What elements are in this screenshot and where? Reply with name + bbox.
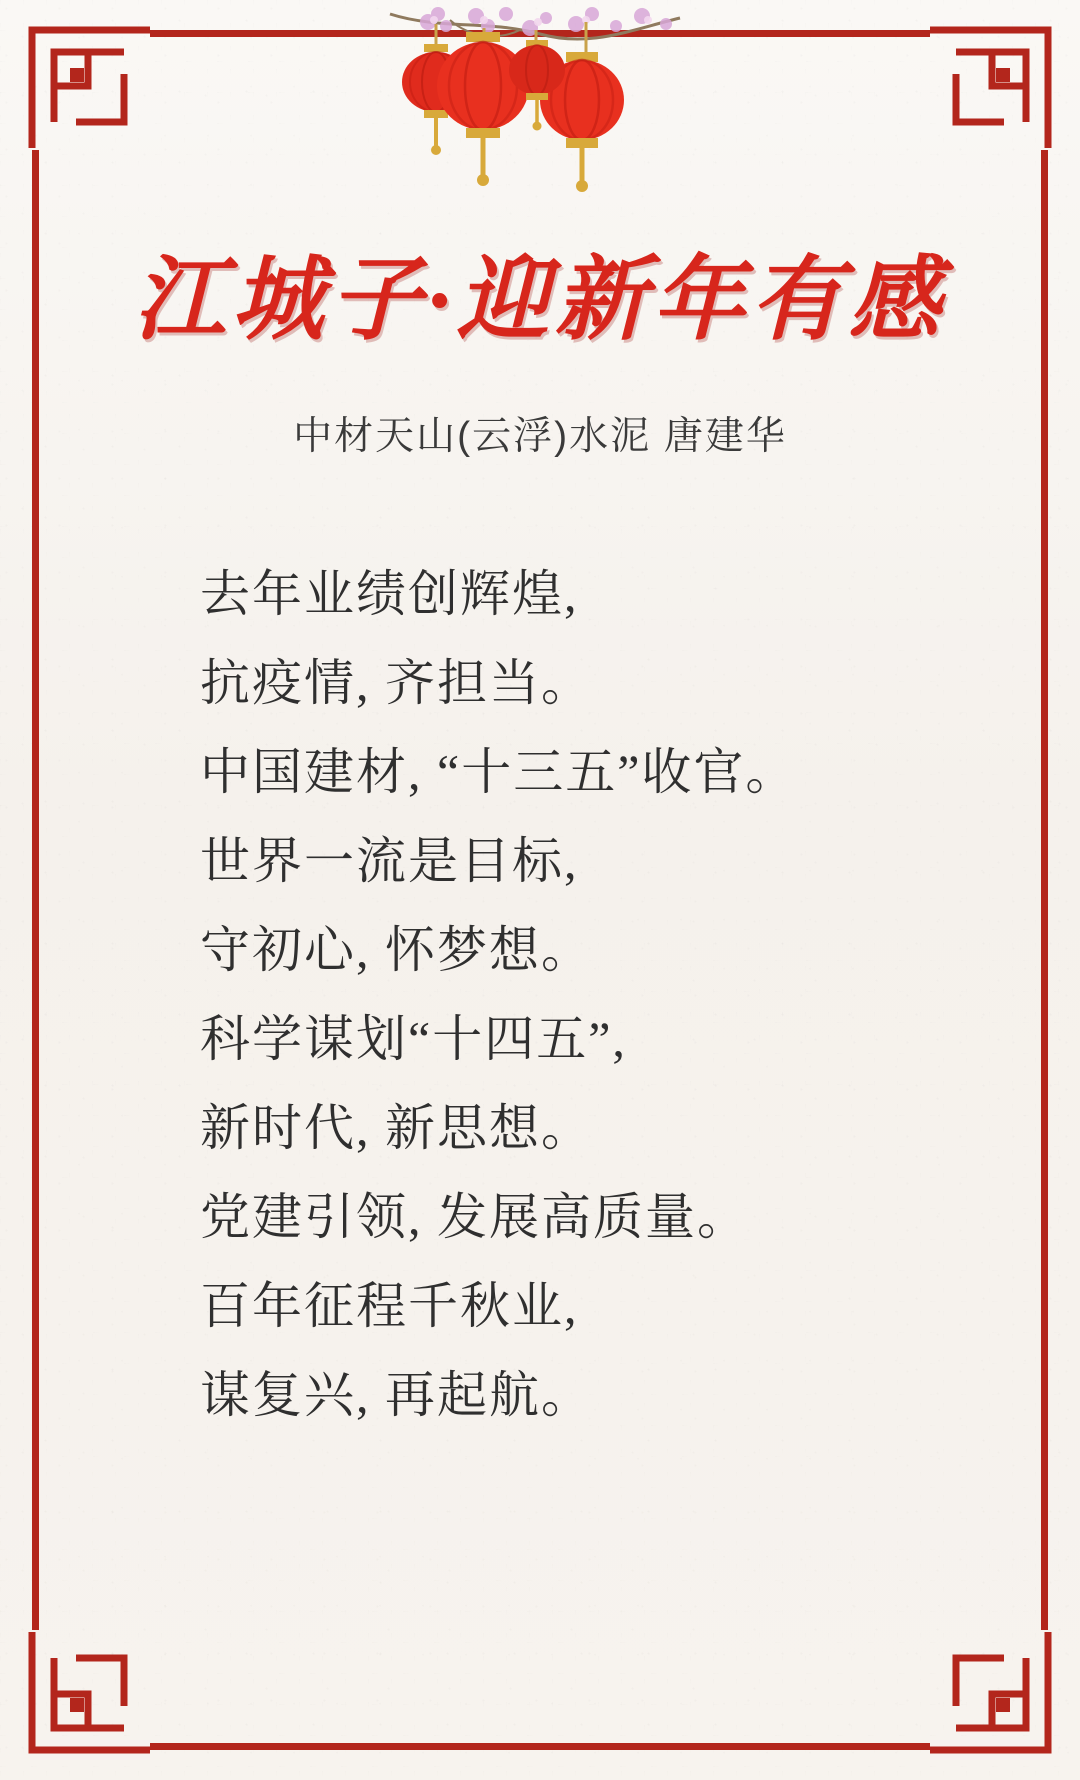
poem-line: 世界一流是目标, bbox=[200, 833, 579, 889]
poem-line: 去年业绩创辉煌, bbox=[200, 566, 579, 622]
poem-line: 抗疫情, 齐担当。 bbox=[200, 655, 593, 711]
poem-line: 党建引领, 发展高质量。 bbox=[200, 1189, 749, 1245]
poem-line: 谋复兴, 再起航。 bbox=[200, 1367, 593, 1423]
poem-line: 守初心, 怀梦想。 bbox=[200, 922, 593, 978]
chinese-fret-corner-icon bbox=[24, 1628, 154, 1758]
chinese-fret-corner-icon bbox=[926, 1628, 1056, 1758]
chinese-fret-corner-icon bbox=[24, 22, 154, 152]
poem-line: 科学谋划“十四五”, bbox=[200, 1011, 627, 1067]
page-title: 江城子·迎新年有感 bbox=[133, 249, 947, 351]
poem-line: 中国建材, “十三五”收官。 bbox=[200, 744, 798, 800]
red-lanterns-icon bbox=[380, 0, 700, 230]
frame-line-bottom bbox=[150, 1743, 930, 1750]
author-byline: 中材天山(云浮)水泥 唐建华 bbox=[293, 415, 787, 458]
chinese-fret-corner-icon bbox=[926, 22, 1056, 152]
poem-body bbox=[0, 550, 1080, 1440]
poem-line: 新时代, 新思想。 bbox=[200, 1100, 593, 1156]
poem-line: 百年征程千秋业, bbox=[200, 1278, 579, 1334]
